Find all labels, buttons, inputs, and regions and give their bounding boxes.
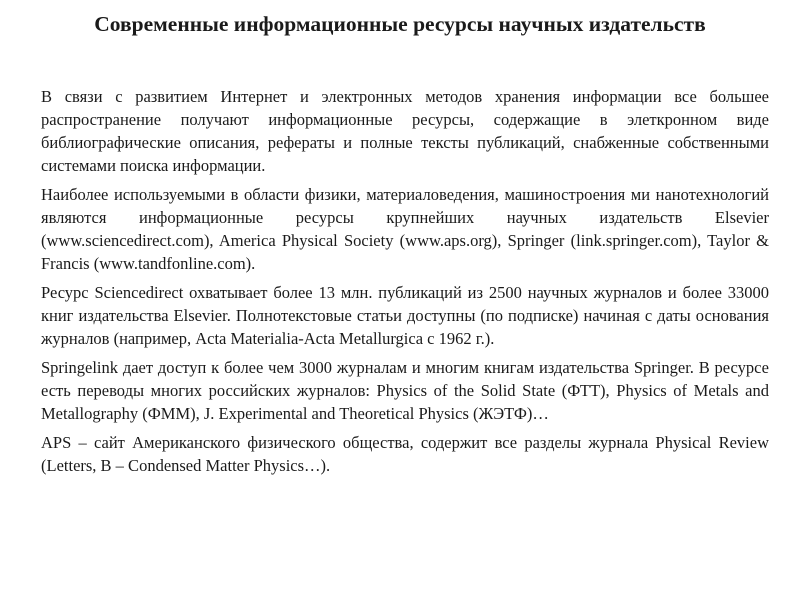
- slide-title: Современные информационные ресурсы научных издательств: [94, 12, 706, 36]
- paragraph-springerlink: Springelink дает доступ к более чем 3000 журналам и многим книгам издательства Springer. В ресурсе есть переводы многих российских журналов: Physics of the Solid State (ФТТ), Physics of Metals and Metallography (ФММ), J. Experimental and Theoretical Physics (ЖЭТФ)…: [41, 358, 769, 423]
- paragraph-intro: В связи с развитием Интернет и электронных методов хранения информации все большее распространение получают информационные ресурсы, содержащие в элеткронном виде библиографические описания, рефераты и полные тексты публикаций, снабженные собственными системами поиска информации.: [41, 87, 769, 175]
- slide-body: [41, 85, 769, 483]
- paragraph-publishers: Наиболее используемыми в области физики, материаловедения, машиностроения ми нанотехнологий являются информационные ресурсы крупнейших научных издательств Elsevier (www.sciencedirect.com), America Physical Society (www.aps.org), Springer (link.springer.com), Taylor & Francis (www.tandfonline.com).: [41, 185, 769, 273]
- paragraph-aps: APS – сайт Американского физического общества, содержит все разделы журнала Physical Review (Letters, B – Condensed Matter Physics…).: [41, 433, 769, 475]
- paragraph-sciencedirect: Ресурс Sciencedirect охватывает более 13 млн. публикаций из 2500 научных журналов и более 33000 книг издательства Elsevier. Полнотекстовые статьи доступны (по подписке) начиная с даты основания журналов (например, Acta Materialia-Acta Metallurgica с 1962 г.).: [41, 283, 769, 348]
